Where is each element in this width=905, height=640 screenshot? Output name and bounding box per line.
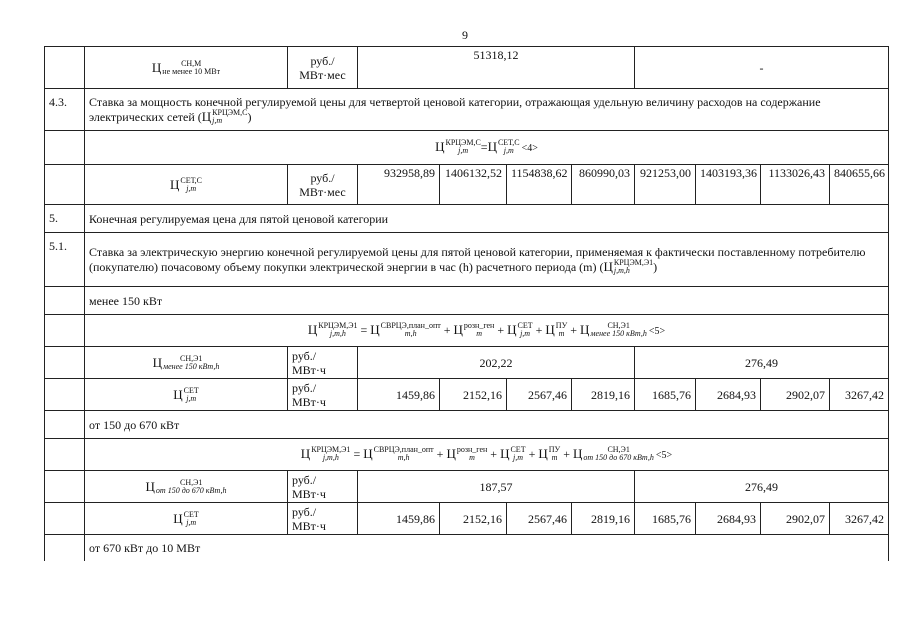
formula-row [45, 439, 889, 471]
value-cell: 2819,16 [572, 503, 635, 535]
section-number: 5.1. [45, 233, 85, 287]
table-row [45, 379, 889, 411]
value-cell: 202,22 [358, 347, 635, 379]
unit-cell: руб./ МВт·ч [288, 379, 358, 411]
symbol-cell [85, 347, 288, 379]
price-symbol: Ц КРЦЭМ,Э1 j,m,h [307, 321, 358, 338]
value-cell: - [635, 47, 889, 89]
value-cell: 2684,93 [696, 503, 761, 535]
section-title: Ставка за мощность конечной регулируемой цены для четвертой ценовой категории, отражающая удельную величину расходов на содержание электрических сетей ( Ц КРЦЭМ,С j,m ) [85, 89, 889, 131]
value-cell: 2152,16 [440, 379, 507, 411]
symbol-cell [85, 503, 288, 535]
table-row [45, 471, 889, 503]
table-row [45, 347, 889, 379]
unit-cell: руб./ МВт·ч [288, 503, 358, 535]
value-cell: 1406132,52 [440, 165, 507, 205]
price-symbol: Ц розн_ген m [453, 321, 495, 338]
section-title: Конечная регулируемая цена для пятой ценовой категории [85, 205, 889, 233]
price-symbol: Ц СВРЦЭ,план_опт m,h [370, 321, 441, 338]
price-symbol: Ц СН,Э1 от 150 до 670 кВт,h [145, 477, 227, 495]
group-label-row [45, 287, 889, 315]
value-cell: 1403193,36 [696, 165, 761, 205]
section-number: 5. [45, 205, 85, 233]
table-row [45, 503, 889, 535]
price-symbol: Ц КРЦЭМ,Э1 j,m,h [300, 445, 351, 462]
group-label: от 150 до 670 кВт [85, 411, 889, 439]
price-symbol: Ц СН,Э1 менее 150 кВт,h [580, 321, 647, 338]
price-symbol: Ц СН,Э1 менее 150 кВт,h [152, 353, 220, 371]
value-cell: 840655,66 [830, 165, 889, 205]
price-symbol: Ц ПУ m [545, 321, 568, 338]
group-label: от 670 кВт до 10 МВт [85, 535, 889, 561]
value-cell: 187,57 [358, 471, 635, 503]
value-cell: 1685,76 [635, 503, 696, 535]
table-row [45, 165, 889, 205]
section-row [45, 89, 889, 131]
section-row [45, 233, 889, 287]
group-label-row [45, 411, 889, 439]
symbol-cell: Ц СН,М не менее 10 МВт [85, 47, 288, 89]
value-cell: 1685,76 [635, 379, 696, 411]
unit-cell: руб./ МВт·ч [288, 471, 358, 503]
section-number: 4.3. [45, 89, 85, 131]
value-cell: 2152,16 [440, 503, 507, 535]
value-cell: 2819,16 [572, 379, 635, 411]
value-cell: 3267,42 [830, 503, 889, 535]
group-label: менее 150 кВт [85, 287, 889, 315]
value-cell: 2684,93 [696, 379, 761, 411]
price-symbol: Ц ПУ m [538, 445, 561, 462]
value-cell: 932958,89 [358, 165, 440, 205]
value-cell: 276,49 [635, 471, 889, 503]
value-cell: 1133026,43 [761, 165, 830, 205]
value-cell: 1459,86 [358, 379, 440, 411]
price-symbol: Ц СЕТ j,m [173, 509, 199, 527]
table-row [45, 47, 889, 89]
symbol-cell: Ц СЕТ,С j,m [85, 165, 288, 205]
group-label-row [45, 535, 889, 561]
value-cell: 921253,00 [635, 165, 696, 205]
value-cell: 1154838,62 [507, 165, 572, 205]
value-cell: 51318,12 [358, 47, 635, 89]
symbol-cell [85, 379, 288, 411]
value-cell: 2567,46 [507, 379, 572, 411]
price-symbol: Ц розн_ген m [446, 445, 488, 462]
price-symbol: Ц СВРЦЭ,план_опт m,h [363, 445, 434, 462]
unit-cell: руб./ МВт·мес [288, 47, 358, 89]
unit-cell: руб./ МВт·ч [288, 347, 358, 379]
tariff-table [44, 46, 889, 561]
section-title: Ставка за электрическую энергию конечной регулируемой цены для пятой ценовой категории, применяемая к фактически поставленному потребителю (покупателю) почасовому объему покупки электрической энергии в час (h) расчетного периода (m) ( Ц КРЦЭМ,Э1 j,m,h ) [85, 233, 889, 287]
formula: Ц КРЦЭМ,С j,m = Ц СЕТ,С j,m <4> [85, 131, 889, 165]
value-cell: 3267,42 [830, 379, 889, 411]
price-symbol: Ц СЕТ j,m [507, 321, 533, 338]
formula: Ц КРЦЭМ,Э1 j,m,h = Ц СВРЦЭ,план_опт m,h + Ц розн_ген m + Ц СЕТ j,m + Ц ПУ m + Ц СН,Э1 от 150 до 670 кВт,h <5> [85, 439, 889, 471]
value-cell: 2567,46 [507, 503, 572, 535]
value-cell: 276,49 [635, 347, 889, 379]
formula-row [45, 131, 889, 165]
symbol-cell [85, 471, 288, 503]
unit-cell: руб./ МВт·мес [288, 165, 358, 205]
page-number: 9 [462, 28, 468, 42]
formula-row [45, 315, 889, 347]
value-cell: 2902,07 [761, 379, 830, 411]
value-cell: 2902,07 [761, 503, 830, 535]
price-symbol: Ц СЕТ j,m [500, 445, 526, 462]
price-symbol: Ц СН,Э1 от 150 до 670 кВт,h [572, 445, 654, 462]
section-row [45, 205, 889, 233]
value-cell: 1459,86 [358, 503, 440, 535]
formula: Ц КРЦЭМ,Э1 j,m,h = Ц СВРЦЭ,план_опт m,h + Ц розн_ген m + Ц СЕТ j,m + Ц ПУ m + Ц СН,Э1 менее 150 кВт,h <5> [85, 315, 889, 347]
price-symbol: Ц СЕТ j,m [173, 385, 199, 403]
value-cell: 860990,03 [572, 165, 635, 205]
